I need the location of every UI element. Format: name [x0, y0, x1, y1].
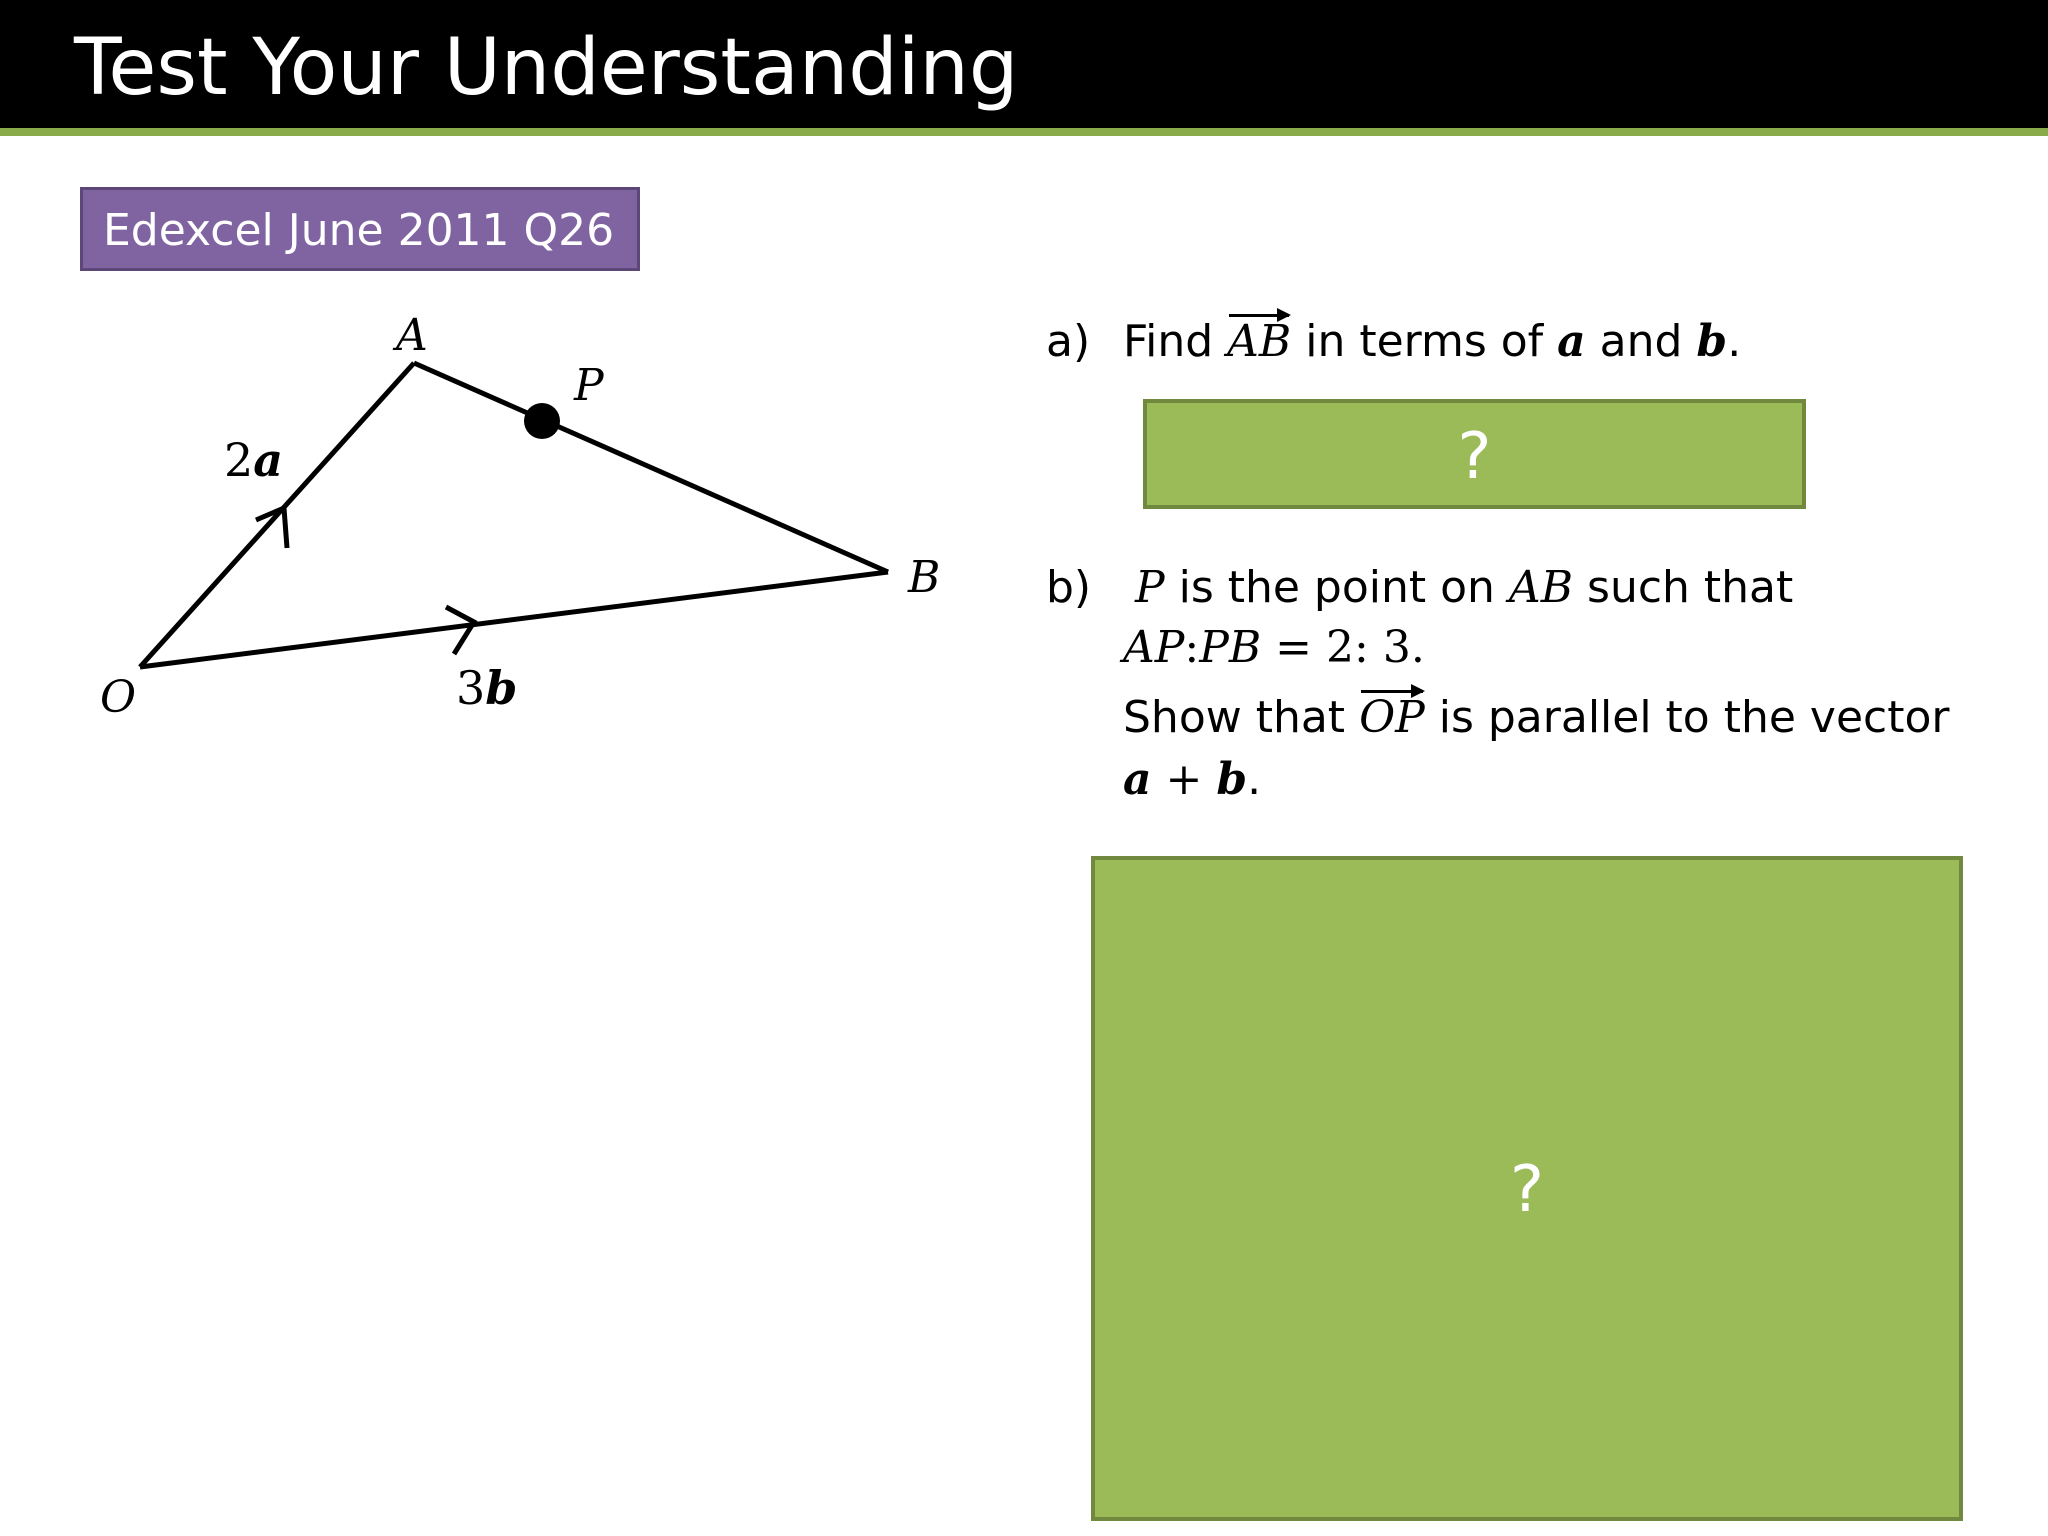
part-b-var-p: P [1135, 562, 1165, 613]
part-b-ratio-rhs: PB [1199, 622, 1262, 673]
part-a-var-b: b [1696, 316, 1728, 367]
vector-diagram [0, 0, 1000, 760]
part-a-text-4: . [1727, 316, 1742, 367]
part-b-ratio-colon: : [1184, 622, 1200, 673]
label-ob [456, 661, 517, 715]
part-b-label: b) [1046, 562, 1092, 613]
part-a-text-3: and [1585, 316, 1697, 367]
part-b-answer-box[interactable] [1091, 856, 1963, 1521]
part-b-line3-text: Show that [1123, 692, 1360, 743]
part-a-answer-placeholder: ? [1457, 420, 1492, 494]
part-a-label: a) [1046, 316, 1091, 367]
part-b-line-2 [1123, 618, 1425, 678]
part-b-line1-text2: such that [1573, 562, 1794, 613]
label-point-p: P [574, 360, 604, 411]
part-a-var-a: a [1557, 316, 1586, 367]
part-a-answer-box[interactable] [1143, 399, 1806, 509]
part-a-question [1123, 312, 1741, 372]
part-a-vector-ab: AB [1227, 312, 1291, 372]
label-ob-vec: b [485, 661, 518, 715]
page-title: Test Your Understanding [74, 23, 1019, 113]
arrow-oa [256, 508, 287, 548]
part-b-seg-ab: AB [1508, 562, 1574, 613]
part-b-equals: = [1261, 622, 1327, 673]
part-b-line1-text: is the point on [1164, 562, 1509, 613]
part-b-var-a: a [1123, 754, 1152, 805]
part-b-vector-op: OP [1359, 688, 1425, 748]
part-b-line-3 [1123, 688, 1949, 748]
point-p-marker [524, 403, 560, 439]
segment-oa [140, 363, 414, 667]
label-point-o: O [100, 672, 137, 723]
label-oa [224, 433, 283, 487]
part-b-ratio-value: 2: 3. [1326, 622, 1425, 673]
arrow-ob [446, 607, 474, 654]
label-oa-vec: a [253, 433, 284, 487]
part-b-ratio-lhs: AP [1123, 622, 1185, 673]
part-a-text-2: in terms of [1291, 316, 1558, 367]
part-b-end: . [1247, 754, 1262, 805]
part-b-line-1 [1123, 558, 1793, 618]
segment-ob [140, 572, 888, 667]
label-ob-coef: 3 [456, 661, 486, 715]
label-point-a: A [396, 310, 428, 361]
segment-ab [414, 363, 888, 572]
part-b-answer-placeholder: ? [1510, 1153, 1544, 1227]
part-b-line-4 [1123, 750, 1261, 810]
source-label: Edexcel June 2011 Q26 [103, 205, 615, 256]
part-a-text-1: Find [1123, 316, 1228, 367]
part-b-plus: + [1151, 754, 1217, 805]
part-b-line3-text2: is parallel to the vector [1424, 692, 1950, 743]
label-point-b: B [908, 552, 941, 603]
part-b-var-b: b [1216, 754, 1248, 805]
label-oa-coef: 2 [224, 433, 254, 487]
